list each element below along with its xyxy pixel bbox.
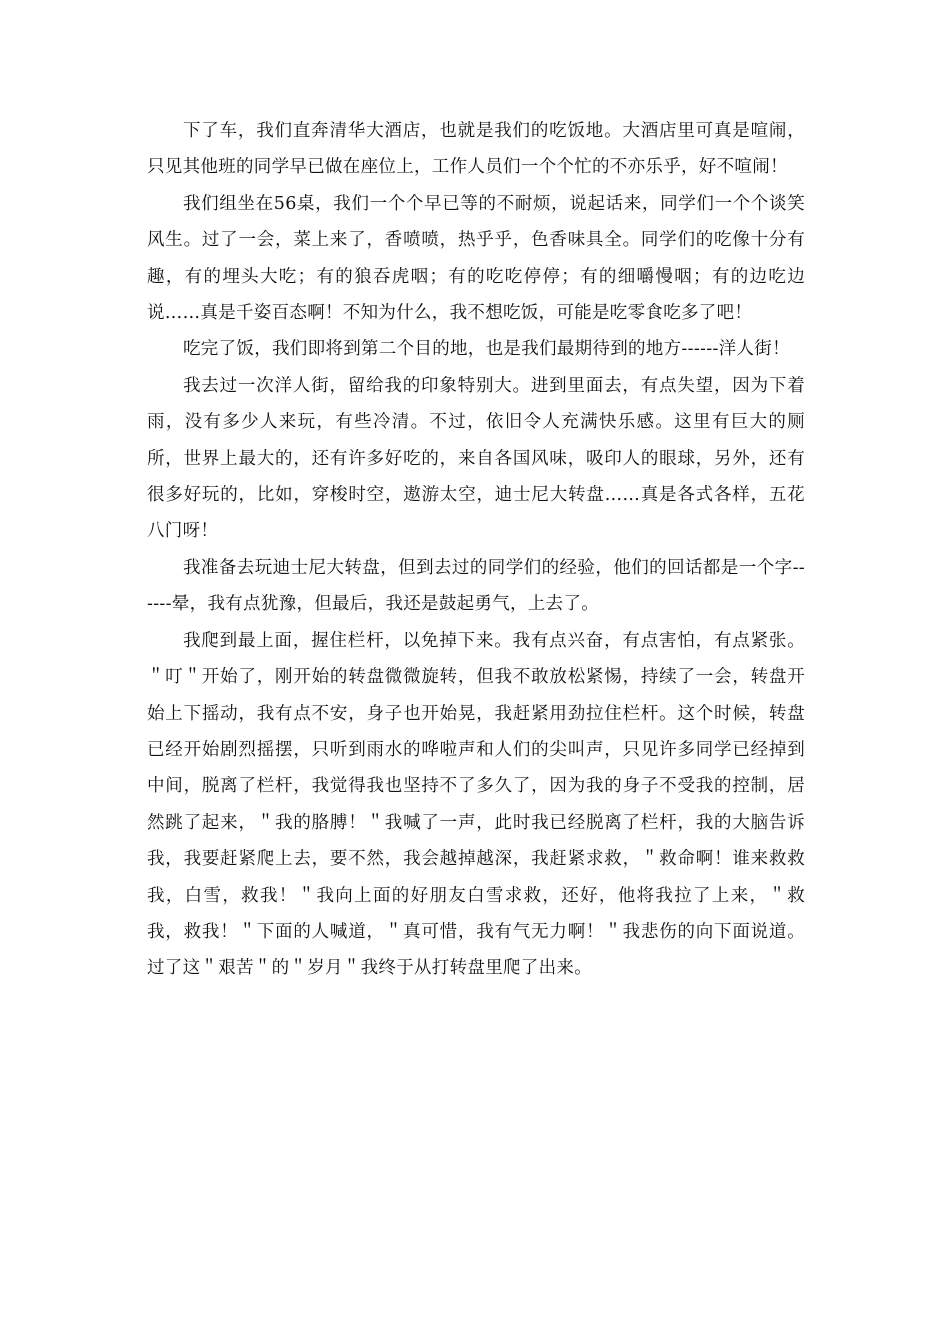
paragraph-foreign-street: 我去过一次洋人街，留给我的印象特别大。进到里面去，有点失望，因为下着雨，没有多少人来玩，有些冷清。不过，依旧令人充满快乐感。这里有巨大的厕所，世界上最大的，还有许多好吃的，来自各国风味，吸印人的眼球，另外，还有很多好玩的，比如，穿梭时空，遨游太空，迪士尼大转盘……真是各式各样，五花八门呀！ [147,375,805,542]
paragraph-turntable-decision: 我准备去玩迪士尼大转盘，但到去过的同学们的经验，他们的回话都是一个字------晕，我有点犹豫，但最后，我还是鼓起勇气，上去了。 [147,557,805,615]
paragraph-restaurant: 下了车，我们直奔清华大酒店，也就是我们的吃饭地。大酒店里可真是喧闹，只见其他班的同学早已做在座位上，工作人员们一个个忙的不亦乐乎，好不喧闹！ [147,121,805,178]
paragraph-turntable-ride: 我爬到最上面，握住栏杆，以免掉下来。我有点兴奋，有点害怕，有点紧张。＂叮＂开始了，刚开始的转盘微微旋转，但我不敢放松紧惕，持续了一会，转盘开始上下摇动，我有点不安，身子也开始晃，我赶紧用劲拉住栏杆。这个时候，转盘已经开始剧烈摇摆，只听到雨水的哗啦声和人们的尖叫声，只见许多同学已经掉到中间，脱离了栏杆，我觉得我也坚持不了多久了，因为我的身子不受我的控制，居然跳了起来，＂我的胳膊！＂我喊了一声，此时我已经脱离了栏杆，我的大脑告诉我，我要赶紧爬上去，要不然，我会越掉越深，我赶紧求救，＂救命啊！谁来救救我，白雪，救我！＂我向上面的好朋友白雪求救，还好，他将我拉了上来，＂救我，救我！＂下面的人喊道，＂真可惜，我有气无力啊！＂我悲伤的向下面说道。过了这＂艰苦＂的＂岁月＂我终于从打转盘里爬了出来。 [147,630,805,979]
paragraph-dinner-table: 我们组坐在56桌，我们一个个早已等的不耐烦，说起话来，同学们一个个谈笑风生。过了一会，菜上来了，香喷喷，热乎乎，色香味具全。同学们的吃像十分有趣，有的埋头大吃；有的狼吞虎咽；有的吃吃停停；有的细嚼慢咽；有的边吃边说……真是千姿百态啊！不知为什么，我不想吃饭，可能是吃零食吃多了吧！ [147,193,805,324]
paragraph-next-destination: 吃完了饭，我们即将到第二个目的地，也是我们最期待到的地方------洋人街！ [183,339,790,360]
document-page [147,113,805,987]
